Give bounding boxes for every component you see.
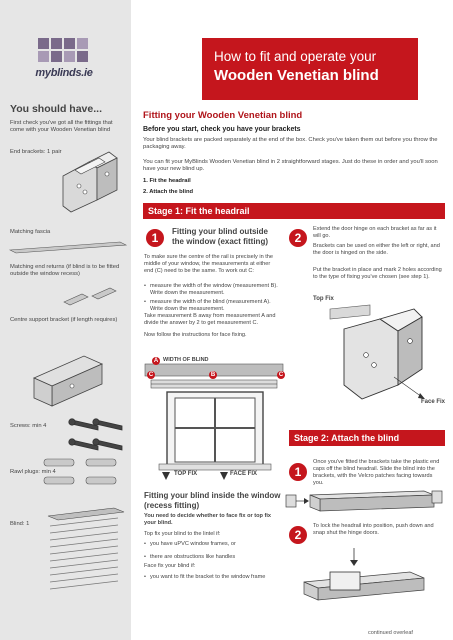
step-2-label: 2. Attach the blind [143, 189, 194, 195]
stage1-step2-p2: Brackets can be used on either the left or right, and the door is hinged on the side. [313, 243, 440, 257]
item-end-returns: Matching end returns (if blind is to be fitted outside the window recess) [10, 264, 120, 278]
sidebar-intro: First check you've got all the fittings that come with your Wooden Venetian blind [10, 120, 113, 134]
top-fix-heading: Top fix your blind to the lintel if: [144, 531, 221, 537]
stage1-step1-follow: Now follow the instructions for face fixing. [144, 332, 247, 338]
stage2-step1-text: Once you've fitted the brackets take the plastic end caps off the blind headrail. Slide the blind into the brackets, with the Velcro patches facing towards you. [313, 459, 440, 487]
bracket-fix-diagram [330, 305, 430, 405]
header-line-2: Wooden Venetian blind [214, 67, 379, 84]
sidebar-heading: You should have... [10, 103, 102, 115]
stage2-step1-number: 1 [289, 463, 307, 481]
brand-logo [32, 38, 96, 86]
blind-illustration [44, 506, 126, 598]
continued-overleaf: continued overleaf [368, 630, 413, 636]
bullet-obstructions: • there are obstructions like handles [144, 554, 282, 561]
stages-paragraph: You can fit your MyBlinds Wooden Venetian blind in 2 straightforward stages. Just do these in order and you'll soon have your new blind up. [143, 159, 438, 173]
step-1-label: 1. Fit the headrail [143, 178, 191, 184]
stage1-step1-number: 1 [146, 229, 164, 247]
end-brackets-illustration [55, 148, 125, 213]
item-blind: Blind: 1 [10, 521, 30, 527]
item-fascia: Matching fascia [10, 229, 51, 235]
top-fix-bullets [144, 541, 282, 563]
marker-b: B [210, 372, 216, 378]
stage1-step1-intro: To make sure the centre of the rail is precisely in the middle of your window, the measurements at either end (C) need to be the same. To work out C: [144, 254, 274, 275]
hinge-snap-diagram [300, 548, 440, 618]
face-fix-heading: Face fix your blind if: [144, 563, 196, 569]
face-fix-label: Face Fix [420, 399, 445, 405]
face-fix-bullets [144, 574, 282, 583]
bullet-window-frame: • you want to fit the bracket to the window frame [144, 574, 282, 581]
bullet-measure-blind: • measure the width of the blind (measurement A). Write down the measurement. [144, 299, 279, 313]
stage1-step2-p3: Put the bracket in place and mark 2 holes according to the type of fixing you've chosen (see step 1). [313, 267, 442, 281]
marker-a: A [153, 358, 159, 364]
marker-c-left: C [148, 372, 154, 378]
inside-fitting-title: Fitting your blind inside the window (recess fitting) [144, 491, 281, 510]
sidebar [0, 0, 131, 640]
item-end-brackets: End brackets: 1 pair [10, 149, 62, 155]
fascia-illustration [10, 238, 128, 258]
end-returns-illustration [62, 282, 124, 314]
header-line-1: How to fit and operate your [214, 49, 377, 64]
item-centre-bracket: Centre support bracket (if length requires) [10, 317, 118, 323]
stage1-step1-calc: Take measurement B away from measurement A and divide the answer by 2 to get measurement C. [144, 313, 276, 327]
bullet-upvc: • you have uPVC window frames, or [144, 541, 282, 548]
headrail-slide-diagram [284, 485, 444, 523]
stage1-step2-number: 2 [289, 229, 307, 247]
face-fix-legend: FACE FIX [230, 471, 258, 477]
item-screws: Screws: min 4 [10, 423, 47, 429]
logo-squares-icon [38, 38, 90, 68]
brackets-paragraph: Your blind brackets are packed separately at the end of the box. Check you've taken them out before you throw the packaging away. [143, 137, 438, 151]
page-title: Fitting your Wooden Venetian blind [143, 110, 303, 121]
screws-illustration [68, 416, 128, 460]
stage2-step2-text: To lock the headrail into position, push down and snap shut the hinge doors. [313, 523, 434, 537]
brackets-subtitle: Before you start, check you have your brackets [143, 126, 301, 133]
rawl-plugs-illustration [40, 455, 128, 497]
stage-2-bar: Stage 2: Attach the blind [289, 430, 445, 446]
inside-p1: You need to decide whether to face fix or top fix your blind. [144, 513, 272, 527]
stage2-step2-number: 2 [289, 526, 307, 544]
logo-text: myblinds.ie [35, 67, 93, 79]
stage1-step1-bullets [144, 283, 279, 315]
top-fix-label: Top Fix [313, 296, 334, 302]
stage1-step2-p1: Extend the door hinge on each bracket as far as it will go. [313, 226, 437, 240]
item-rawl-plugs: Rawl plugs: min 4 [10, 469, 56, 475]
top-fix-legend: TOP FIX [174, 471, 198, 477]
stage-1-bar: Stage 1: Fit the headrail [143, 203, 445, 219]
bullet-measure-window: • measure the width of the window (measurement B). Write down the measurement. [144, 283, 279, 297]
stage1-step1-title: Fitting your blind outside the window (exact fitting) [172, 227, 268, 246]
marker-c-right: C [278, 372, 284, 378]
page-header [202, 38, 418, 100]
centre-bracket-illustration [24, 338, 124, 413]
width-of-blind-label: WIDTH OF BLIND [163, 357, 209, 363]
